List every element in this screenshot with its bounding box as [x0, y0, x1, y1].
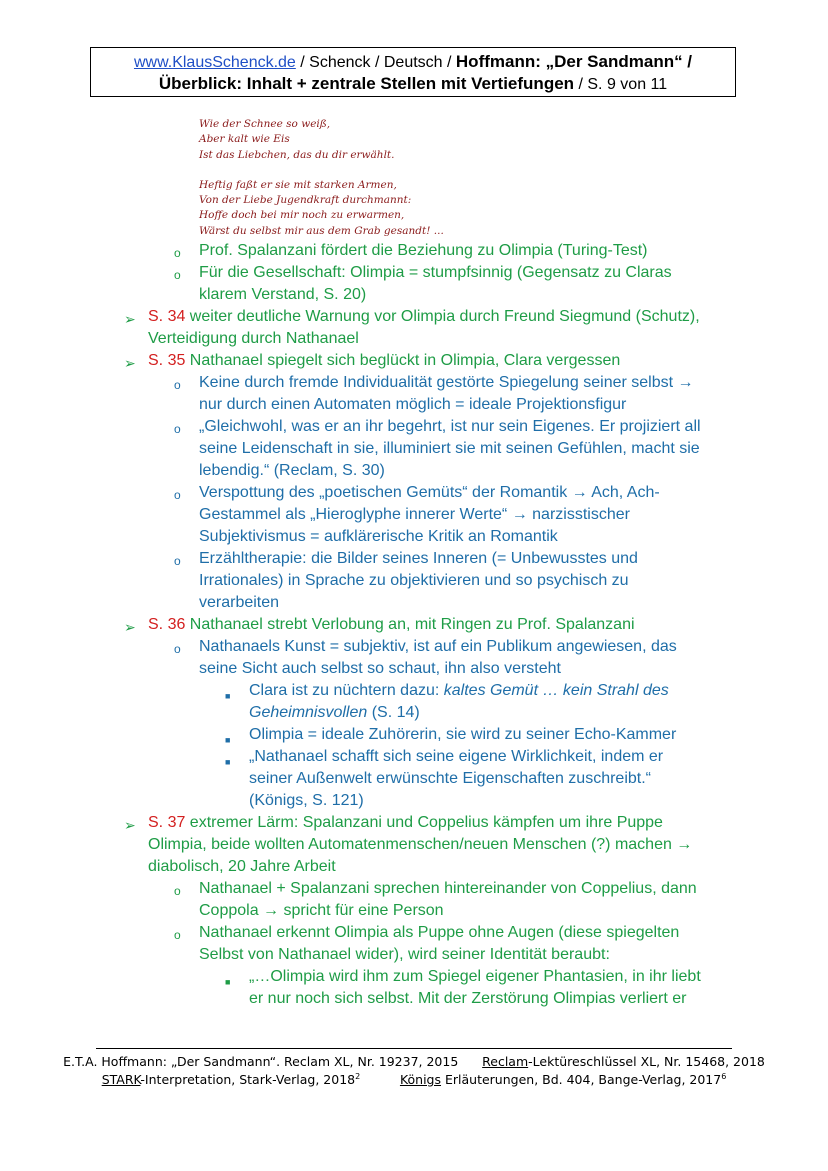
poem-line: Hoffe doch bei mir noch zu erwarmen,: [199, 209, 405, 222]
sub-list-item: Clara ist zu nüchtern dazu: kaltes Gemüt … kein Strahl des: [249, 682, 669, 699]
arrow-bullet-icon: ➢: [124, 355, 136, 371]
list-item-cont: Irrationales) in Sprache zu objektivieren und so psychisch zu: [199, 572, 629, 589]
poem-line: Von der Liebe Jugendkraft durchmannt:: [199, 194, 412, 207]
sub-list-item: „Nathanael schafft sich seine eigene Wirklichkeit, indem er: [249, 748, 664, 765]
list-item-cont: nur durch einen Automaten möglich = ideale Projektionsfigur: [199, 396, 627, 413]
stark-ref: STARK: [101, 1072, 141, 1088]
footer-line-2: STARK-Interpretation, Stark-Verlag, 2018$^2$ Königs Erläuterungen, Bd. 404, Bange-Verlag, 2017$^6$: [101, 1072, 727, 1088]
page-ref: S. 34: [148, 308, 186, 325]
list-item: „Gleichwohl, was er an ihr begehrt, ist nur sein Eigenes. Er projiziert all: [199, 418, 701, 435]
list-item-cont: Selbst von Nathanael wider), wird seiner Identität beraubt:: [199, 946, 610, 963]
footer-divider: [96, 1048, 732, 1049]
list-item: Verspottung des „poetischen Gemüts“ der Romantik → Ach, Ach-: [199, 484, 660, 501]
list-item-cont: Gestammel als „Hieroglyphe innerer Werte“ → narzisstischer: [199, 506, 630, 523]
sub-list-item-cont: Geheimnisvollen (S. 14): [249, 704, 420, 721]
list-item-cont: klarem Verstand, S. 20): [199, 286, 367, 303]
footer-line-1: E.T.A. Hoffmann: „Der Sandmann“. Reclam XL, Nr. 19237, 2015 Reclam-Lektüreschlüssel XL, Nr. 15468, 2018: [63, 1054, 765, 1069]
square-bullet-icon: ■: [225, 757, 231, 767]
list-item: Nathanael + Spalanzani sprechen hintereinander von Coppelius, dann: [199, 880, 697, 897]
header-line-1: [91, 51, 735, 73]
header-title: Hoffmann: „Der Sandmann“ /: [455, 52, 693, 71]
circle-bullet-icon: o: [174, 642, 181, 656]
section-s34-cont: Verteidigung durch Nathanael: [148, 330, 359, 347]
circle-bullet-icon: o: [174, 554, 181, 568]
arrow-bullet-icon: ➢: [124, 817, 136, 833]
list-item-cont: Coppola → spricht für eine Person: [199, 902, 444, 919]
circle-bullet-icon: o: [174, 378, 181, 392]
sub-list-item: Olimpia = ideale Zuhörerin, sie wird zu seiner Echo-Kammer: [249, 726, 677, 743]
poem-line: Wie der Schnee so weiß,: [199, 118, 331, 130]
list-item: Für die Gesellschaft: Olimpia = stumpfsinnig (Gegensatz zu Claras: [199, 264, 672, 281]
poem-line: Ist das Liebchen, das du dir erwählt.: [199, 148, 395, 161]
square-bullet-icon: ■: [225, 977, 231, 987]
list-item-cont: seine Leidenschaft in sie, illuminiert sie mit seinen Gefühlen, macht sie: [199, 440, 700, 457]
circle-bullet-icon: o: [174, 246, 181, 260]
header-subtitle: Überblick: Inhalt + zentrale Stellen mit Vertiefungen: [158, 74, 575, 93]
site-link[interactable]: www.KlausSchenck.de: [133, 54, 296, 71]
page-number: / S. 9 von 11: [574, 76, 668, 93]
arrow-bullet-icon: ➢: [124, 311, 136, 327]
poem-quote: [199, 117, 444, 239]
list-item: Nathanaels Kunst = subjektiv, ist auf ein Publikum angewiesen, das: [199, 638, 677, 655]
list-item-cont: verarbeiten: [199, 594, 280, 611]
list-item: Erzähltherapie: die Bilder seines Inneren (= Unbewusstes und: [199, 550, 638, 567]
section-s35: S. 35 Nathanael spiegelt sich beglückt in Olimpia, Clara vergessen: [148, 352, 621, 369]
header-line-2: [91, 73, 735, 95]
square-bullet-icon: ■: [225, 691, 231, 701]
list-item-cont: lebendig.“ (Reclam, S. 30): [199, 462, 385, 479]
page-ref: S. 37: [148, 814, 186, 831]
circle-bullet-icon: o: [174, 268, 181, 282]
section-s34: S. 34 weiter deutliche Warnung vor Olimpia durch Freund Siegmund (Schutz),: [148, 308, 700, 325]
list-item-cont: Subjektivismus = aufklärerische Kritik an Romantik: [199, 528, 558, 545]
circle-bullet-icon: o: [174, 884, 181, 898]
list-item-cont: seine Sicht auch selbst so schaut, ihn also versteht: [199, 660, 561, 677]
circle-bullet-icon: o: [174, 928, 181, 942]
breadcrumb: / Schenck / Deutsch /: [295, 54, 456, 71]
page-ref: S. 35: [148, 352, 186, 369]
section-s37-cont: diabolisch, 20 Jahre Arbeit: [148, 858, 336, 875]
circle-bullet-icon: o: [174, 488, 181, 502]
page-ref: S. 36: [148, 616, 186, 633]
square-bullet-icon: ■: [225, 735, 231, 745]
poem-line: Heftig faßt er sie mit starken Armen,: [199, 178, 397, 191]
koenigs-ref: Königs: [399, 1072, 442, 1088]
sub-list-item-cont: (Königs, S. 121): [249, 792, 364, 809]
page-header: [90, 47, 736, 97]
section-s37-cont: Olimpia, beide wollten Automatenmenschen/neuen Menschen (?) machen →: [148, 836, 693, 853]
list-item: Keine durch fremde Individualität gestörte Spiegelung seiner selbst →: [199, 374, 694, 391]
reclam-ref: Reclam: [482, 1054, 529, 1069]
poem-line: Aber kalt wie Eis: [199, 133, 290, 146]
section-s36: S. 36 Nathanael strebt Verlobung an, mit Ringen zu Prof. Spalanzani: [148, 616, 635, 633]
circle-bullet-icon: o: [174, 422, 181, 436]
section-s37: S. 37 extremer Lärm: Spalanzani und Coppelius kämpfen um ihre Puppe: [148, 814, 663, 831]
list-item: Prof. Spalanzani fördert die Beziehung zu Olimpia (Turing-Test): [199, 242, 648, 259]
sub-list-item: „…Olimpia wird ihm zum Spiegel eigener Phantasien, in ihr liebt: [249, 968, 701, 985]
poem-line: Wärst du selbst mir aus dem Grab gesandt! ...: [199, 224, 444, 237]
arrow-bullet-icon: ➢: [124, 619, 136, 635]
list-item: Nathanael erkennt Olimpia als Puppe ohne Augen (diese spiegelten: [199, 924, 680, 941]
sub-list-item-cont: seiner Außenwelt erwünschte Eigenschaften zuschreibt.“: [249, 770, 651, 787]
sub-list-item-cont: er nur noch sich selbst. Mit der Zerstörung Olimpias verliert er: [249, 990, 687, 1007]
